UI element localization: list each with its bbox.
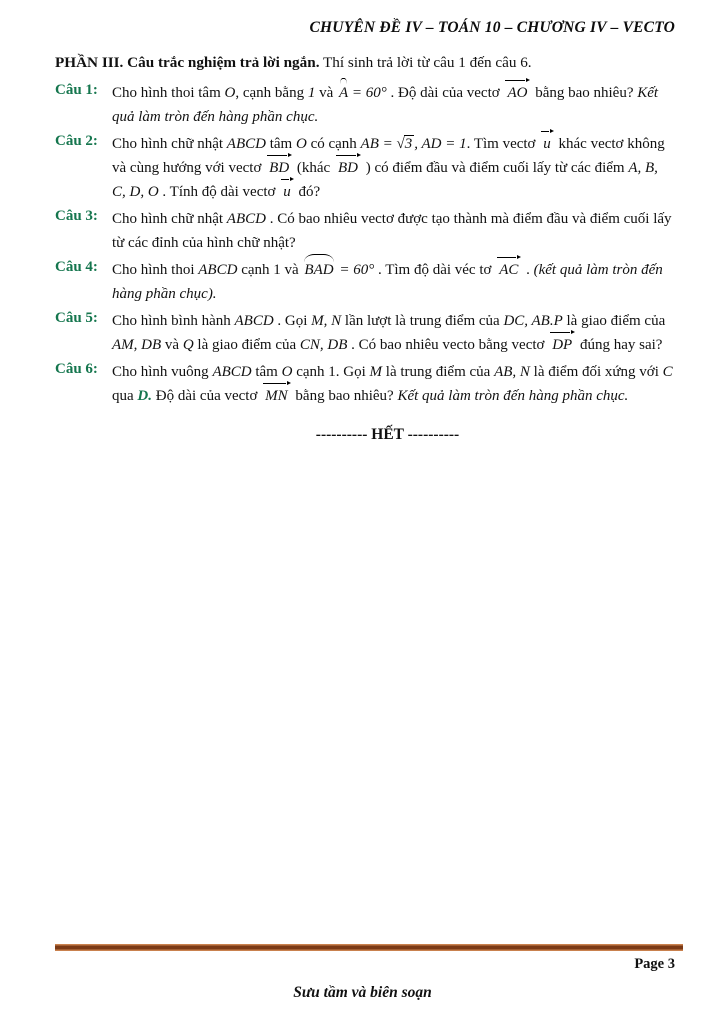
- text-segment: đúng hay sai?: [576, 337, 663, 353]
- text-segment: là giao điểm của: [193, 337, 300, 353]
- text-segment: AM, DB: [112, 337, 162, 353]
- question-text: [112, 132, 675, 204]
- text-segment: ABCD: [234, 313, 274, 329]
- text-segment: bằng bao nhiêu?: [531, 85, 638, 101]
- text-segment: O: [224, 85, 236, 101]
- text-segment: (kết quả làm tròn đến hàng phần chục).: [112, 262, 663, 302]
- vector-symbol: BD: [268, 156, 290, 180]
- question-text: [112, 207, 675, 255]
- text-segment: và: [161, 337, 183, 353]
- text-segment: . Tìm vectơ: [466, 136, 540, 152]
- question-text: [112, 309, 675, 357]
- text-segment: Độ dài của vectơ: [152, 388, 262, 404]
- angle-hat-symbol: A: [339, 81, 348, 105]
- text-segment: . Có bao nhiêu vectơ được tạo thành mà điểm đầu và điểm cuối lấy từ các đỉnh của hình chữ nhật?: [112, 211, 672, 251]
- text-segment: (khác: [293, 160, 334, 176]
- text-segment: Q: [182, 337, 194, 353]
- footer-rule: [55, 944, 683, 951]
- text-segment: là giao điểm của: [562, 313, 666, 329]
- question-row: [55, 258, 675, 306]
- question-row: [55, 132, 675, 204]
- text-segment: và: [315, 85, 337, 101]
- vector-symbol: u: [282, 180, 292, 204]
- text-segment: ) có điểm đầu và điểm cuối lấy từ các điểm: [361, 160, 629, 176]
- question-row: [55, 207, 675, 255]
- vector-symbol: AC: [498, 258, 519, 282]
- text-segment: 1: [307, 85, 316, 101]
- vector-symbol: BD: [337, 156, 359, 180]
- text-segment: Cho hình chữ nhật: [112, 211, 227, 227]
- text-segment: tâm: [251, 364, 282, 380]
- credit-line: Sưu tầm và biên soạn: [293, 984, 432, 1001]
- question-label: Câu 4:: [55, 259, 98, 275]
- question-label: Câu 3:: [55, 208, 98, 224]
- text-segment: ABCD: [226, 211, 266, 227]
- text-segment: cạnh 1 và: [237, 262, 303, 278]
- text-segment: AB,: [494, 364, 517, 380]
- text-segment: = 60°: [348, 85, 387, 101]
- radicand: 3: [404, 136, 413, 152]
- sqrt-expression: [397, 136, 415, 152]
- text-segment: . Độ dài của vectơ: [386, 85, 504, 101]
- text-segment: = 60°: [335, 262, 375, 278]
- text-segment: .: [522, 262, 534, 278]
- text-segment: CN, DB: [299, 337, 348, 353]
- text-segment: . Gọi: [273, 313, 312, 329]
- text-segment: C: [662, 364, 673, 380]
- text-segment: M: [369, 364, 383, 380]
- text-segment: đó?: [294, 184, 321, 200]
- vector-symbol: AO: [506, 81, 528, 105]
- text-segment: Cho hình chữ nhật: [112, 136, 227, 152]
- vector-symbol: MN: [264, 384, 289, 408]
- text-segment: Kết quả làm tròn đến hàng phần chục.: [397, 388, 629, 404]
- angle-arc-symbol: BAD: [304, 258, 333, 282]
- text-segment: tâm: [265, 136, 296, 152]
- text-segment: Cho hình bình hành: [112, 313, 235, 329]
- radical-sign-icon: √: [396, 136, 405, 152]
- text-segment: ABCD: [198, 262, 238, 278]
- text-segment: Cho hình thoi: [112, 262, 199, 278]
- text-segment: khác vectơ không và cùng hướng với vectơ: [112, 136, 665, 176]
- question-row: [55, 309, 675, 357]
- text-segment: có cạnh: [306, 136, 361, 152]
- page-content: [0, 0, 725, 444]
- text-segment: O: [295, 136, 307, 152]
- text-segment: N: [519, 364, 530, 380]
- question-label: Câu 2:: [55, 133, 98, 149]
- vector-symbol: u: [542, 132, 552, 156]
- section-heading-rest: Thí sinh trả lời từ câu 1 đến câu 6.: [319, 54, 532, 71]
- text-segment: . Tính độ dài vectơ: [158, 184, 280, 200]
- text-segment: cạnh 1. Gọi: [292, 364, 370, 380]
- text-segment: . Tìm độ dài véc tơ: [374, 262, 496, 278]
- text-segment: ABCD: [212, 364, 252, 380]
- text-segment: AB =: [360, 136, 397, 152]
- vector-symbol: DP: [551, 333, 573, 357]
- text-segment: . Có bao nhiêu vecto bằng vectơ: [347, 337, 549, 353]
- questions: [55, 81, 675, 408]
- text-segment: qua: [112, 388, 138, 404]
- text-segment: bằng bao nhiêu?: [291, 388, 398, 404]
- section-heading-bold: PHẦN III. Câu trắc nghiệm trả lời ngắn.: [55, 54, 320, 71]
- text-segment: DC, AB.P: [503, 313, 563, 329]
- emphasized-text: D.: [137, 388, 153, 404]
- text-segment: lần lượt là trung điểm của: [341, 313, 504, 329]
- page-number: Page 3: [634, 956, 675, 972]
- question-label: Câu 6:: [55, 361, 98, 377]
- section-heading: [55, 54, 675, 72]
- question-label: Câu 1:: [55, 82, 98, 98]
- question-label: Câu 5:: [55, 310, 98, 326]
- text-segment: A, B, C, D, O: [112, 160, 658, 200]
- end-divider: ---------- HẾT ----------: [315, 426, 460, 443]
- question-text: [112, 360, 675, 408]
- text-segment: Kết quả làm tròn đến hàng phần chục.: [112, 85, 659, 125]
- text-segment: Cho hình thoi tâm: [112, 85, 225, 101]
- question-row: [55, 81, 675, 129]
- text-segment: M, N: [311, 313, 342, 329]
- text-segment: O: [281, 364, 293, 380]
- page-header-title: CHUYÊN ĐỀ IV – TOÁN 10 – CHƯƠNG IV – VECTO: [309, 19, 675, 36]
- question-text: [112, 81, 675, 129]
- question-text: [112, 258, 675, 306]
- text-segment: là điểm đối xứng với: [529, 364, 663, 380]
- question-row: [55, 360, 675, 408]
- text-segment: Cho hình vuông: [112, 364, 213, 380]
- text-segment: là trung điểm của: [382, 364, 495, 380]
- text-segment: ABCD: [226, 136, 266, 152]
- text-segment: , AD = 1: [414, 136, 467, 152]
- text-segment: , cạnh bằng: [235, 85, 308, 101]
